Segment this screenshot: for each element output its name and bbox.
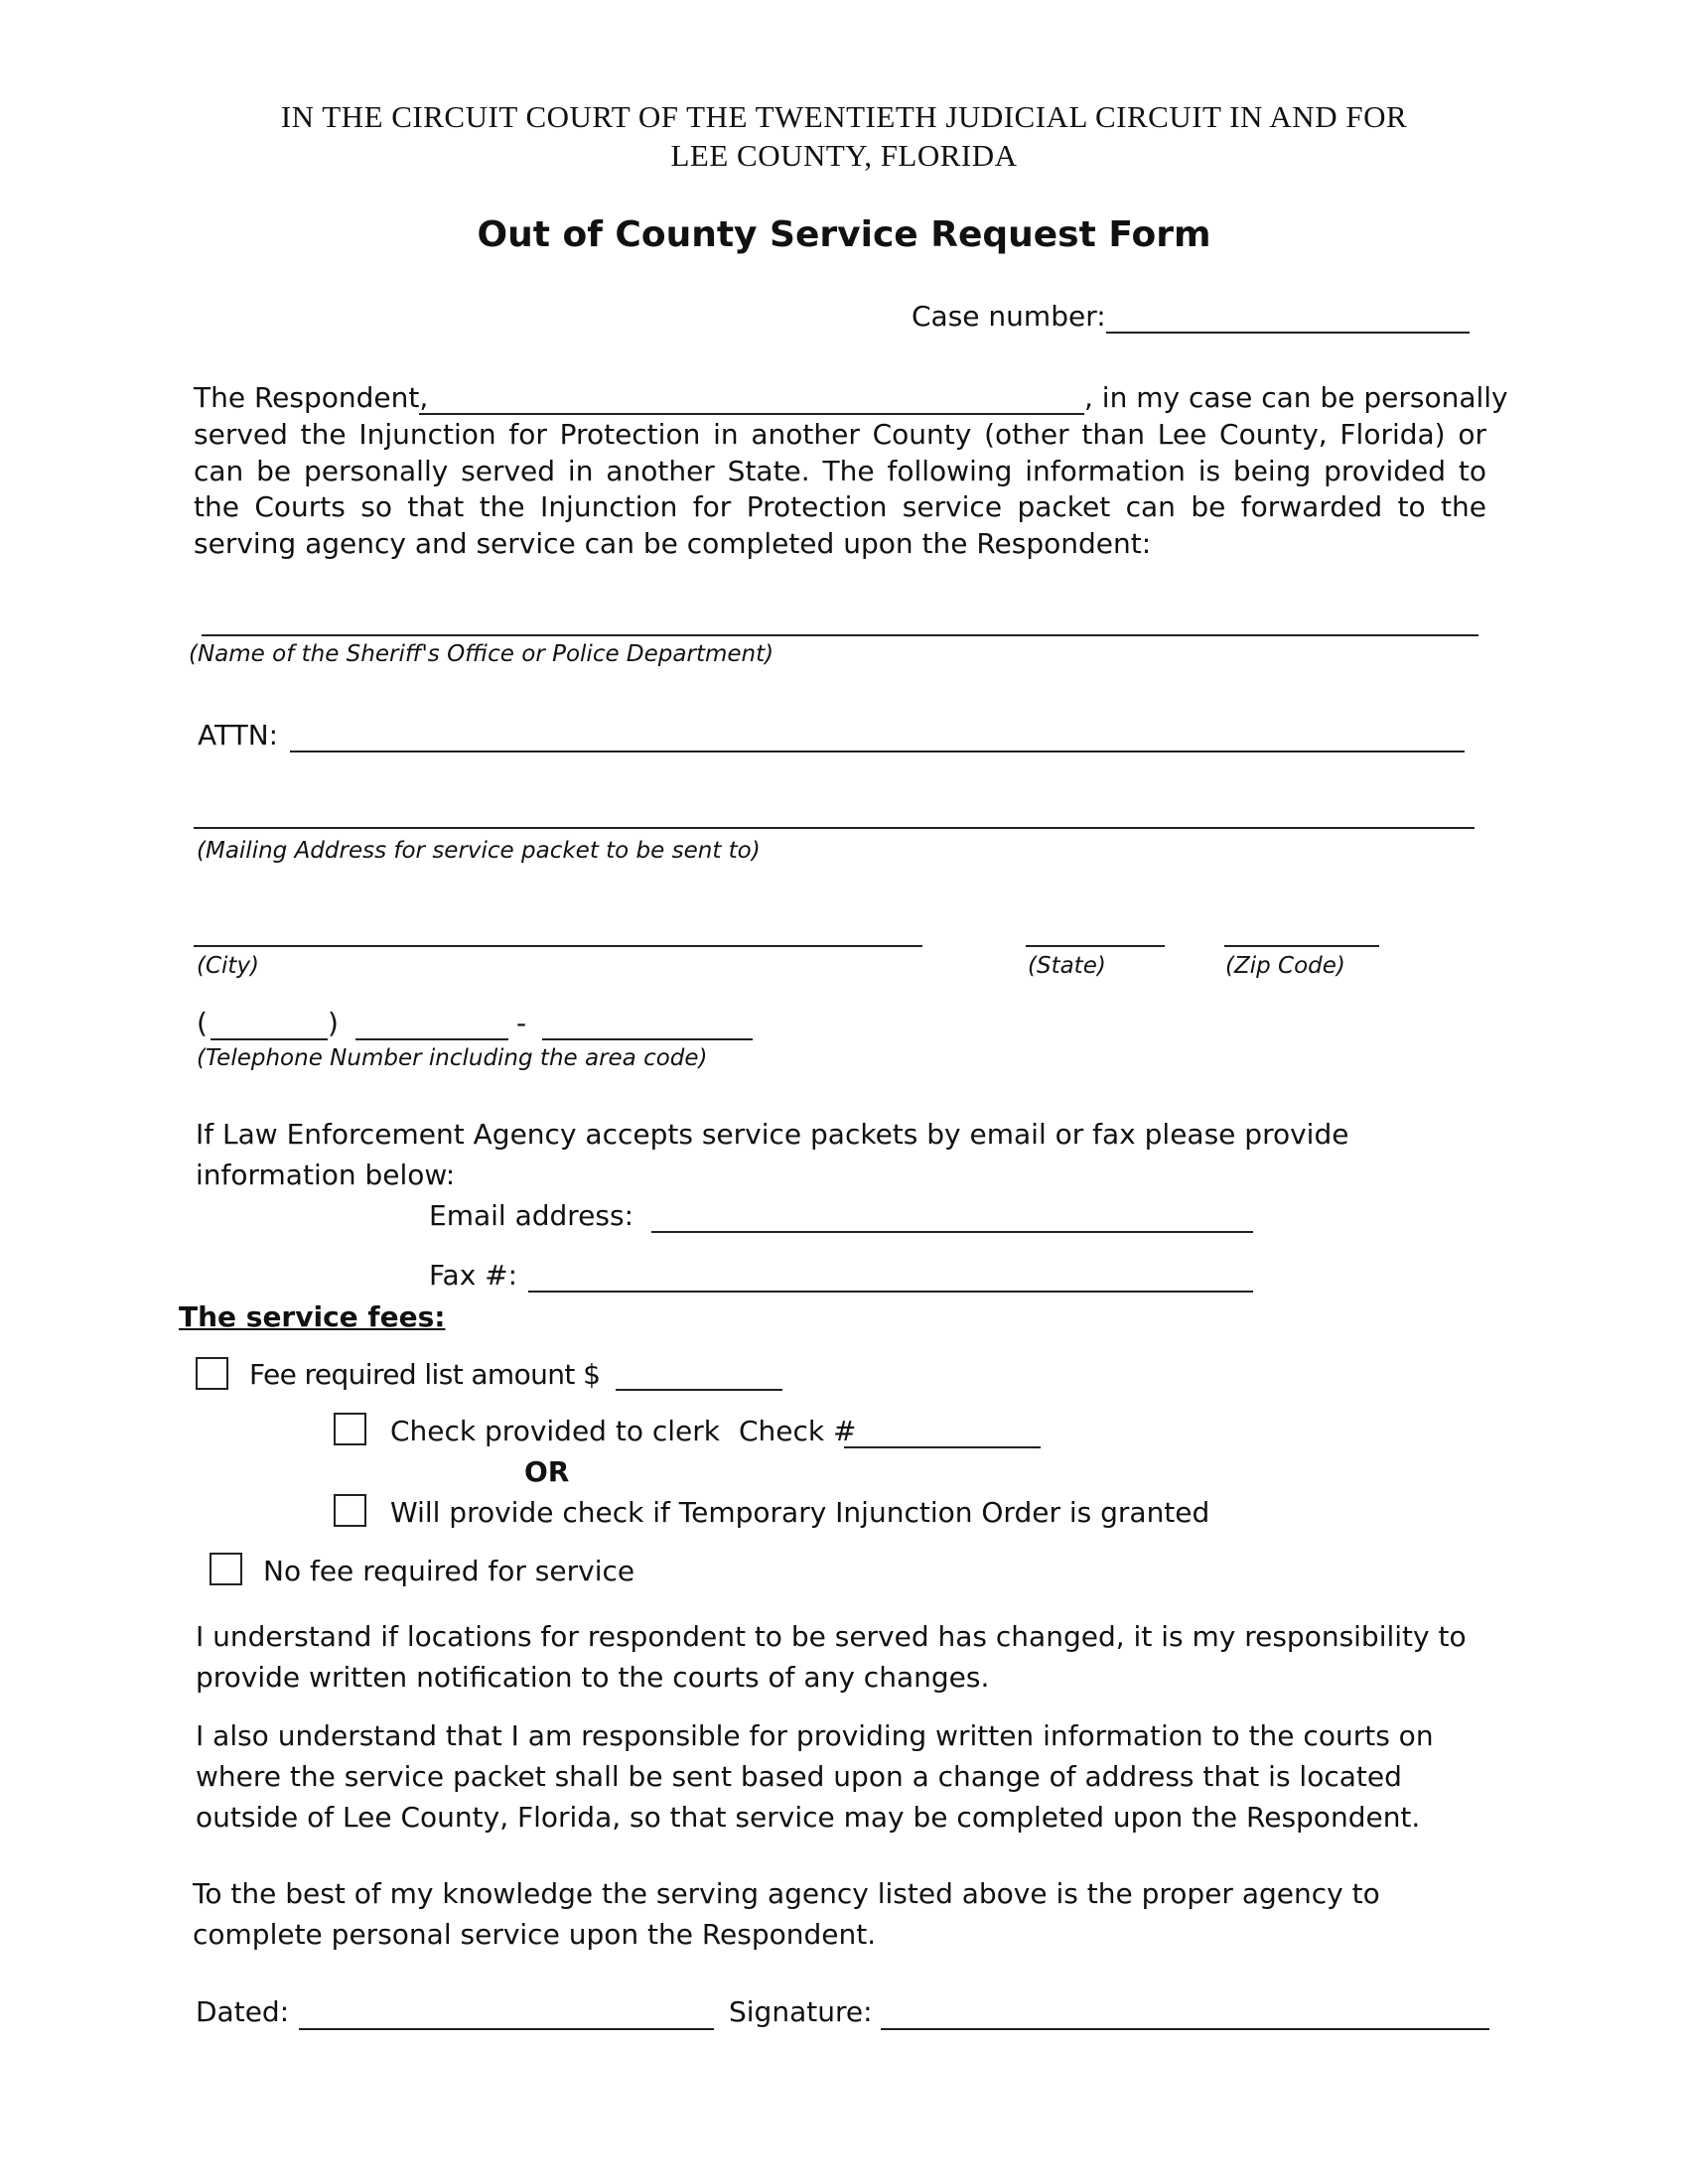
statement-2-line1: I also understand that I am responsible for providing written information to the courts on [196,1719,1434,1752]
agency-name-field[interactable] [202,634,1478,636]
or-separator: OR [524,1455,570,1488]
attn-field[interactable] [290,751,1465,752]
phone-line-number-field[interactable] [542,1038,753,1040]
statement-3-line1: To the best of my knowledge the serving agency listed above is the proper agency to [193,1877,1380,1910]
respondent-name-field[interactable] [419,413,1084,415]
phone-prefix-field[interactable] [355,1038,508,1040]
statement-1-line1: I understand if locations for respondent to be served has changed, it is my responsibility to [196,1620,1467,1653]
phone-caption: (Telephone Number including the area code) [197,1045,708,1071]
statement-2-line2: where the service packet shall be sent based upon a change of address that is located [196,1760,1402,1793]
service-fees-heading: The service fees: [179,1300,446,1333]
city-field[interactable] [194,945,922,947]
state-field[interactable] [1026,945,1165,947]
no-fee-checkbox[interactable] [210,1553,242,1585]
phone-dash: - [516,1007,527,1039]
will-provide-check-checkbox[interactable] [334,1494,366,1527]
agency-name-caption: (Name of the Sheriff's Office or Police Department) [189,641,774,667]
intro-line1-rest: , in my case can be personally [1084,381,1508,414]
electronic-intro-line1: If Law Enforcement Agency accepts service packets by email or fax please provide [196,1118,1349,1151]
signature-label: Signature: [729,1995,873,2028]
statement-2-line3: outside of Lee County, Florida, so that service may be completed upon the Respondent. [196,1801,1421,1834]
fee-required-checkbox[interactable] [196,1357,228,1390]
phone-area-code-field[interactable] [211,1038,328,1040]
zip-code-field[interactable] [1224,945,1379,947]
email-label: Email address: [429,1199,634,1232]
phone-close-paren: ) [328,1007,339,1039]
email-field[interactable] [651,1231,1253,1233]
zip-code-caption: (Zip Code) [1225,953,1345,979]
city-caption: (City) [197,953,260,979]
form-title: Out of County Service Request Form [477,214,1211,255]
intro-paragraph: served the Injunction for Protection in another County (other than Lee County, Florida) or can be personally served in another State. The following information is being provided to the Courts so that the Injunction for Protection service packet can be forwarded to the serving agency and service can be completed upon the Respondent: [194,418,1486,560]
electronic-intro-line2: information below: [196,1159,456,1191]
dated-label: Dated: [196,1995,290,2028]
fee-amount-field[interactable] [616,1389,782,1391]
attn-label: ATTN: [198,719,279,751]
phone-open-paren: ( [197,1007,208,1039]
statement-1-line2: provide written notification to the courts of any changes. [196,1661,990,1694]
state-caption: (State) [1028,953,1106,979]
will-provide-check-label: Will provide check if Temporary Injunction Order is granted [390,1496,1210,1529]
statement-3-line2: complete personal service upon the Respondent. [193,1918,877,1951]
check-number-label: Check # [739,1415,857,1447]
intro-lead: The Respondent, [194,381,429,414]
fax-field[interactable] [528,1291,1253,1293]
case-number-field[interactable] [1106,332,1470,334]
fee-required-label: Fee required list amount $ [249,1358,601,1391]
check-number-field[interactable] [844,1446,1041,1448]
check-provided-checkbox[interactable] [334,1413,366,1445]
fax-label: Fax #: [429,1259,518,1292]
check-provided-label: Check provided to clerk [390,1415,720,1447]
mailing-address-field[interactable] [194,827,1475,829]
mailing-address-caption: (Mailing Address for service packet to be sent to) [197,838,761,864]
dated-field[interactable] [299,2028,714,2030]
signature-field[interactable] [881,2028,1489,2030]
court-heading-line2: LEE COUNTY, FLORIDA [670,138,1018,173]
case-number-label: Case number: [912,300,1106,333]
court-heading-line1: IN THE CIRCUIT COURT OF THE TWENTIETH JUDICIAL CIRCUIT IN AND FOR [280,99,1408,134]
no-fee-label: No fee required for service [263,1555,635,1587]
